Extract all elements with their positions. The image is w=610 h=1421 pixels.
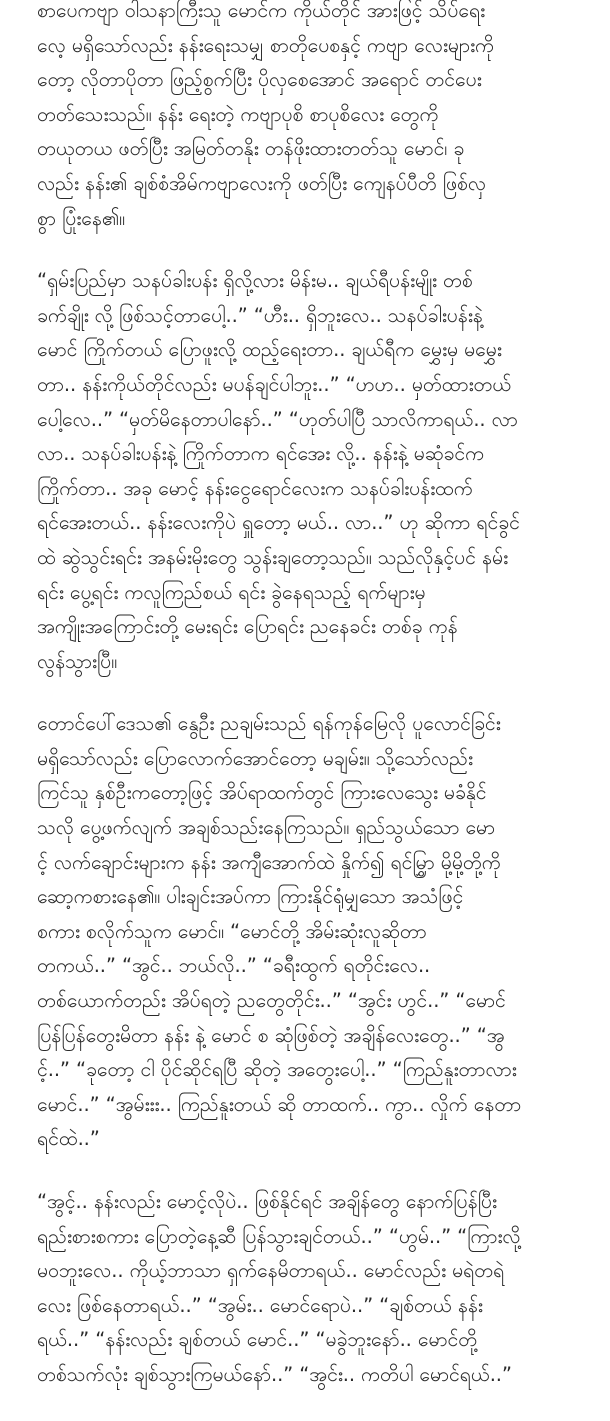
text-line: တောင်ပေါ်ဒေသ၏ နွေဦး ညချမ်းသည် ရန်ကုန်မြေလို ပူလောင်ခြင်း [37, 712, 501, 736]
text-line: ရင်း ပွေ့ရင်း ကလူကြည်စယ် ရင်း ခွဲနေရသည့် ရက်များမှ [37, 580, 426, 604]
text-line: မောင် ကြိုက်တယ် ပြောဖူးလို့ ထည့်ရေးတာ.. ချယ်ရီက မွှေးမှ မမွှေး [37, 338, 502, 362]
paragraph [37, 264, 580, 679]
text-line: တာ.. နန်းကိုယ်တိုင်လည်း မပန်ချင်ပါဘူး..” “ဟဟ.. မှတ်ထားတယ် [37, 372, 512, 396]
paragraph [37, 707, 580, 1157]
text-line: လေး ဖြစ်နေတာရယ်..” “အွမ်း.. မောင်ရောပဲ..” “ချစ်တယ် နန်း [37, 1293, 483, 1317]
text-line: င့် လက်ချောင်းများက နန်း အကျီအောက်ထဲ နှိုက်၍ ရင်မြွှာ မို့မို့တို့ကို [37, 850, 501, 874]
text-line: ပေါ့လေ..” “မှတ်မိနေတာပါနော်..” “ဟုတ်ပါပြီ သာလိကာရယ်.. လာ [37, 407, 518, 431]
text-line: မဝဘူးလေ.. ကိုယ့်ဘာသာ ရှက်နေမိတာရယ်.. မောင်လည်း မရဲတရဲ [37, 1259, 505, 1283]
text-line: တစ်သက်လုံး ချစ်သွားကြမယ်နော်..” “အွင်း.. ကတိပါ မောင်ရယ်..” [37, 1362, 512, 1386]
text-line: င့်..” “ခုတော့ ငါ ပိုင်ဆိုင်ရပြီ ဆိုတဲ့ အတွေးပေါ့..” “ကြည်နူးတာလား [37, 1058, 517, 1082]
text-line: ပြန်ပြန်တွေးမိတာ နန်း နဲ့ မောင် စ ဆုံဖြစ်တဲ့ အချိန်လေးတွေ..” “အွ [37, 1023, 505, 1047]
text-line: ရင်အေးတယ်.. နန်းလေးကိုပဲ ရှူတော့ မယ်.. လာ..” ဟု ဆိုကာ ရင်ခွင် [37, 511, 520, 535]
text-line: တကယ်..” “အွင်.. ဘယ်လို..” “ခရီးထွက် ရတိုင်းလေ.. [37, 954, 431, 978]
text-line: တယုတယ ဖတ်ပြီး အမြတ်တနိုး တန်ဖိုးထားတတ်သူ မောင်၊ ခု [37, 137, 465, 161]
text-line: ထဲ ဆွဲသွင်းရင်း အနမ်းမိုးတွေ သွန်းချတော့သည်။ သည်လိုနှင့်ပင် နမ်း [37, 545, 508, 569]
text-line: တော့ လိုတာပိုတာ ဖြည့်စွက်ပြီး ပိုလှစေအောင် အရောင် တင်ပေး [37, 68, 482, 92]
text-line: စကား စလိုက်သူက မောင်။ “မောင်တို့ အိမ်းဆုံးလူဆိုတာ [37, 919, 427, 943]
text-line: လည်း နန်း၏ ချစ်စံအိမ်ကဗျာလေးကို ဖတ်ပြီး ကျေနပ်ပီတိ ဖြစ်လှ [37, 171, 487, 195]
text-line: စွာ ပြုံးနေ၏။ [37, 206, 125, 230]
text-line: “အွင့်.. နန်းလည်း မောင့်လိုပဲ.. ဖြစ်နိုင်ရင် အချိန်တွေ နောက်ပြန်ပြီး [37, 1190, 497, 1213]
text-line: ရင်ထဲ..” [37, 1127, 100, 1151]
text-line: မရှိသော်လည်း ပြောလောက်အောင်တော့ မချမ်း။ သို့သော်လည်း [37, 746, 473, 770]
text-line: လာ.. သနပ်ခါးပန်းနဲ့ ကြိုက်တာက ရင်အေး လို့.. နန်းနဲ့ မဆုံခင်က [37, 442, 485, 466]
text-line: စာပေကဗျာ ဝါသနာကြီးသူ မောင်က ကိုယ်တိုင် အားဖြင့် သိပ်ရေး [37, 0, 486, 22]
text-line: “ရှမ်းပြည်မှာ သနပ်ခါးပန်း ရှိလို့လား မိန်းမ.. ချယ်ရီပန်းမျိုး တစ် [37, 269, 473, 293]
text-line: လေ့ မရှိသော်လည်း နန်းရေးသမျှ စာတိုပေစနှင့် ကဗျာ လေးများကို [37, 33, 494, 57]
text-line: ဆော့ကစားနေ၏။ ပါးချင်းအပ်ကာ ကြားနိုင်ရုံမျှသော အသံဖြင့် [37, 885, 464, 909]
paragraph [37, 1185, 580, 1393]
text-line: လွန်သွားပြီ။ [37, 649, 117, 673]
text-line: တတ်သေးသည်။ နန်း ရေးတဲ့ ကဗျာပုစိ စာပုစိလေး တွေကို [37, 102, 439, 126]
text-line: ခက်ချိုး လို့ ဖြစ်သင့်တာပေါ့..” “ဟီး.. ရှိဘူးလေ.. သနပ်ခါးပန်းနဲ့ [37, 303, 483, 327]
text-line: ရည်းစားစကား ပြောတဲ့နေ့ဆီ ပြန်သွားချင်တယ်..” “ဟွမ်..” “ကြားလို့ [37, 1224, 521, 1248]
text-line: ရယ်..” “နန်းလည်း ချစ်တယ် မောင်..” “မခွဲဘူးနော်.. မောင်တို့ [37, 1328, 478, 1352]
paragraph [37, 0, 580, 236]
text-line: အကျိုးအကြောင်းတို့ မေးရင်း ပြောရင်း ညနေခင်း တစ်ခု ကုန် [37, 615, 458, 639]
text-line: မောင်..” “အွမ်းးး.. ကြည်နူးတယ် ဆို တာထက်.. ကွာ.. လှိုက် နေတာ [37, 1092, 522, 1116]
text-line: ကြင်သူ နှစ်ဦးကတော့ဖြင့် အိပ်ရာထက်တွင် ကြားလေသွေး မခံနိုင် [37, 781, 487, 805]
text-line: သလို ပွေ့ဖက်လျက် အချစ်သည်းနေကြသည်။ ရှည်သွယ်သော မော [37, 816, 496, 840]
text-line: ကြိုက်တာ.. အခု မောင့် နန်းငွေရောင်လေးက သနပ်ခါးပန်းထက် [37, 476, 473, 500]
text-line: တစ်ယောက်တည်း အိပ်ရတဲ့ ညတွေတိုင်း..” “အွင်း ဟွင်..” “မောင် [37, 989, 506, 1013]
